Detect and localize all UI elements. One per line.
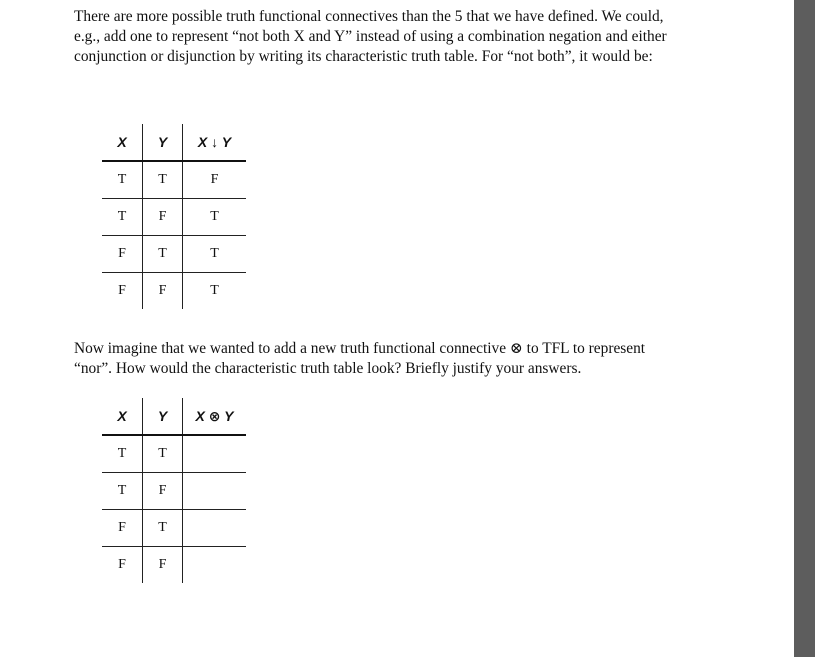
truth-table-nor bbox=[102, 398, 246, 583]
header-x: X bbox=[102, 124, 143, 161]
cell-y: T bbox=[143, 236, 183, 273]
question-line: Now imagine that we wanted to add a new truth functional connective ⊗ to TFL to represent bbox=[74, 340, 646, 357]
truth-table-not-both bbox=[102, 124, 246, 309]
cell-y: F bbox=[143, 199, 183, 236]
header-y: Y bbox=[143, 398, 183, 435]
cell-x: F bbox=[102, 510, 143, 547]
cell-x: F bbox=[102, 236, 143, 273]
cell-result: T bbox=[183, 236, 247, 273]
answer-cell[interactable] bbox=[183, 435, 247, 473]
cell-y: T bbox=[143, 435, 183, 473]
table-row bbox=[102, 547, 246, 584]
vertical-scrollbar[interactable] bbox=[794, 0, 815, 657]
table-row bbox=[102, 435, 246, 473]
cell-y: F bbox=[143, 273, 183, 310]
table-row bbox=[102, 199, 246, 236]
cell-x: F bbox=[102, 547, 143, 584]
header-connective: X ⊗ Y bbox=[183, 398, 247, 435]
cell-result: T bbox=[183, 273, 247, 310]
cell-result: F bbox=[210, 172, 219, 187]
cell-result: T bbox=[183, 199, 247, 236]
header-connective: X ↓ Y bbox=[183, 124, 247, 161]
table-row bbox=[102, 236, 246, 273]
cell-x: T bbox=[102, 161, 143, 199]
table-row bbox=[102, 161, 246, 199]
cell-x: T bbox=[102, 199, 143, 236]
question-paragraph bbox=[74, 339, 714, 379]
table-row bbox=[102, 510, 246, 547]
intro-paragraph bbox=[74, 7, 714, 67]
cell-y: F bbox=[143, 547, 183, 584]
header-x: X bbox=[102, 398, 143, 435]
cell-y: F bbox=[143, 473, 183, 510]
intro-line: conjunction or disjunction by writing its characteristic truth table. For “not both”, it would be: bbox=[74, 48, 653, 65]
header-y: Y bbox=[143, 124, 183, 161]
cell-y: T bbox=[143, 510, 183, 547]
table-row bbox=[102, 473, 246, 510]
cell-y: T bbox=[143, 161, 183, 199]
cell-x: T bbox=[102, 473, 143, 510]
answer-cell[interactable] bbox=[183, 547, 247, 584]
answer-cell[interactable] bbox=[183, 473, 247, 510]
intro-line: e.g., add one to represent “not both X and Y” instead of using a combination negation and either bbox=[74, 28, 667, 45]
intro-line: There are more possible truth functional connectives than the 5 that we have defined. We could, bbox=[74, 8, 664, 25]
cell-x: F bbox=[102, 273, 143, 310]
table-row bbox=[102, 273, 246, 310]
answer-cell[interactable] bbox=[183, 510, 247, 547]
cell-x: T bbox=[102, 435, 143, 473]
question-line: “nor”. How would the characteristic truth table look? Briefly justify your answers. bbox=[74, 360, 582, 377]
